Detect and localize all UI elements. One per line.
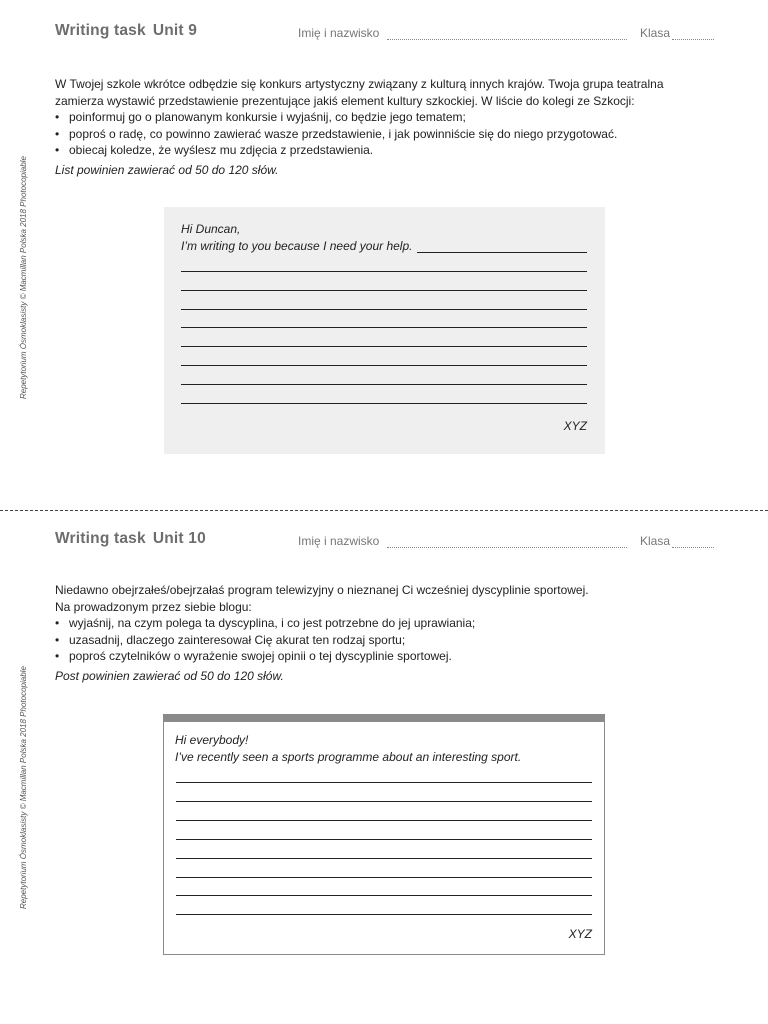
answer-line[interactable] <box>181 403 587 404</box>
answer-line[interactable] <box>181 365 587 366</box>
writing-task-unit-9 <box>0 0 768 510</box>
answer-line[interactable] <box>181 327 587 328</box>
bullet-icon: • <box>55 126 60 141</box>
name-label: Imię i nazwisko <box>298 26 380 40</box>
letter-greeting: Hi Duncan, <box>181 222 241 236</box>
task-title-label: Writing task <box>55 530 146 547</box>
task-title-label: Writing task <box>55 22 146 39</box>
task-unit-label: Unit 10 <box>152 530 206 547</box>
task-header <box>55 22 720 46</box>
bullet-icon: • <box>55 616 60 630</box>
answer-line[interactable] <box>181 309 587 310</box>
class-field[interactable] <box>672 547 714 548</box>
class-label: Klasa <box>640 26 671 40</box>
task-instructions <box>55 76 725 178</box>
bullet-text: obiecaj koledze, że wyślesz mu zdjęcia z przedstawienia. <box>69 143 374 157</box>
class-label: Klasa <box>640 534 671 548</box>
blog-signature: XYZ <box>568 927 592 941</box>
bullet-icon: • <box>55 649 60 663</box>
answer-line[interactable] <box>417 252 587 253</box>
bullet-icon: • <box>55 110 60 124</box>
blog-answer-box <box>163 714 605 955</box>
answer-line[interactable] <box>176 858 592 859</box>
task-bullet <box>55 126 725 143</box>
letter-opening-line: I’m writing to you because I need your help. <box>181 239 413 253</box>
answer-line[interactable] <box>176 801 592 802</box>
letter-signature: XYZ <box>563 419 587 433</box>
writing-task-unit-10 <box>0 511 768 1024</box>
blog-opening-line: I’ve recently seen a sports programme about an interesting sport. <box>175 750 522 764</box>
copyright-side-text: Repetytorium Ósmoklasisty © Macmillan Polska 2018 Photocopiable <box>19 666 28 909</box>
intro-line: zamierza wystawić przedstawienie prezentujące jakiś element kultury szkockiej. W liście do kolegi ze Szkocji: <box>55 93 635 108</box>
task-title <box>55 530 206 548</box>
task-title <box>55 22 197 40</box>
task-bullet <box>55 142 725 159</box>
bullet-icon: • <box>55 632 60 647</box>
intro-line: Niedawno obejrzałeś/obejrzałaś program telewizyjny o nieznanej Ci wcześniej dyscyplinie sportowej. <box>55 583 589 597</box>
name-field[interactable] <box>387 39 627 40</box>
task-bullet-list <box>55 109 725 159</box>
answer-line[interactable] <box>181 346 587 347</box>
answer-line[interactable] <box>181 271 587 272</box>
task-bullet <box>55 615 725 632</box>
bullet-text: poproś o radę, co powinno zawierać wasze przedstawienie, i jak powinniście się do niego przygotować. <box>69 126 618 141</box>
name-label: Imię i nazwisko <box>298 534 380 548</box>
bullet-text: uzasadnij, dlaczego zainteresował Cię akurat ten rodzaj sportu; <box>69 632 406 647</box>
bullet-icon: • <box>55 143 60 157</box>
copyright-side-text: Repetytorium Ósmoklasisty © Macmillan Polska 2018 Photocopiable <box>19 156 28 399</box>
name-field[interactable] <box>387 547 627 548</box>
task-bullet <box>55 109 725 126</box>
answer-line[interactable] <box>181 290 587 291</box>
word-limit-note: List powinien zawierać od 50 do 120 słów. <box>55 162 279 177</box>
bullet-text: wyjaśnij, na czym polega ta dyscyplina, i co jest potrzebne do jej uprawiania; <box>69 616 476 630</box>
task-unit-label: Unit 9 <box>152 22 198 39</box>
class-field[interactable] <box>672 39 714 40</box>
letter-answer-box <box>164 207 605 454</box>
task-instructions <box>55 582 725 684</box>
answer-line[interactable] <box>176 877 592 878</box>
word-limit-note: Post powinien zawierać od 50 do 120 słów. <box>55 668 284 683</box>
task-bullet <box>55 632 725 649</box>
task-bullet-list <box>55 615 725 665</box>
answer-line[interactable] <box>176 895 592 896</box>
answer-line[interactable] <box>176 782 592 783</box>
bullet-text: poproś czytelników o wyrażenie swojej opinii o tej dyscyplinie sportowej. <box>69 649 452 663</box>
box-top-bar <box>163 714 605 722</box>
intro-line: W Twojej szkole wkrótce odbędzie się konkurs artystyczny związany z kulturą innych krajów. Twoja grupa teatralna <box>55 77 664 91</box>
task-header <box>55 530 720 554</box>
answer-line[interactable] <box>176 914 592 915</box>
intro-line: Na prowadzonym przez siebie blogu: <box>55 599 252 614</box>
bullet-text: poinformuj go o planowanym konkursie i wyjaśnij, co będzie jego tematem; <box>69 110 466 124</box>
task-bullet <box>55 648 725 665</box>
answer-line[interactable] <box>181 384 587 385</box>
blog-greeting: Hi everybody! <box>175 733 249 747</box>
answer-line[interactable] <box>176 820 592 821</box>
answer-line[interactable] <box>176 839 592 840</box>
